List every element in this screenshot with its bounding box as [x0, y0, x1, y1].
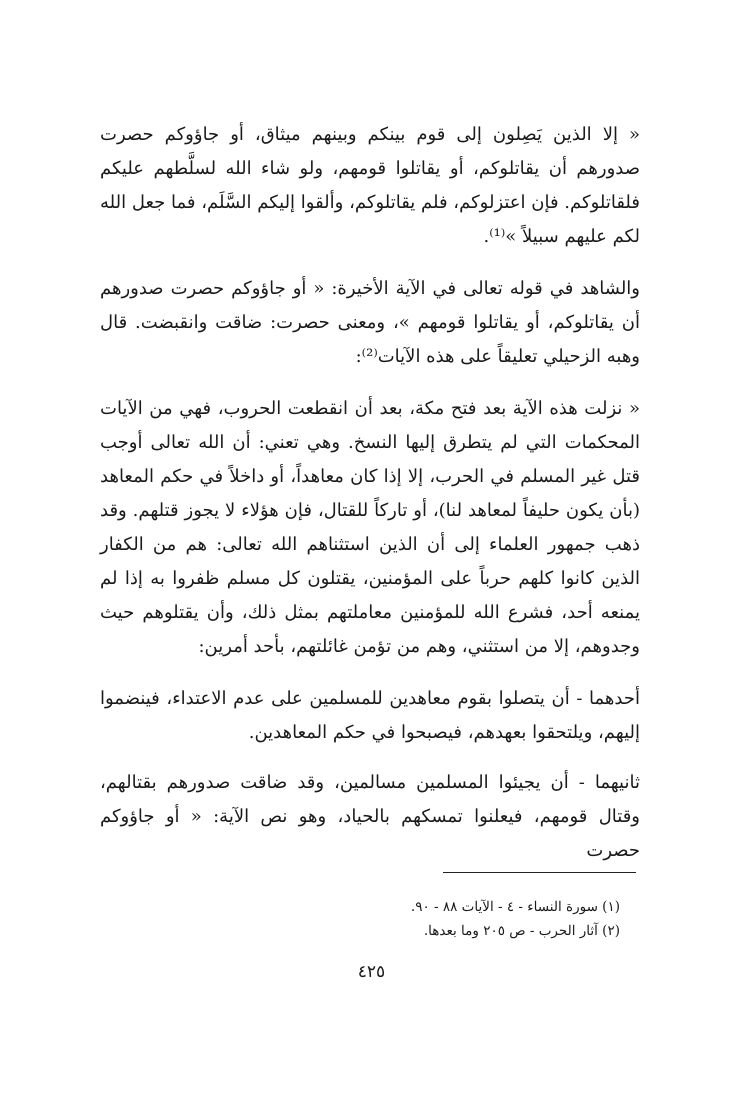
- quoted-explanation-paragraph: « نزلت هذه الآية بعد فتح مكة، بعد أن انقطعت الحروب، فهي من الآيات المحكمات التي لم يتطرق إليها النسخ. وهي تعني: أن الله تعالى أوجب قتل غير المسلم في الحرب، إلا إذا كان معاهداً، أو داخلاً في حكم المعاهد (بأن يكون حليفاً لمعاهد لنا)، أو تاركاً للقتال، فإن هؤلاء لا يجوز قتلهم. وقد ذهب جمهور العلماء إلى أن الذين استثناهم الله تعالى: هم من الكفار الذين كانوا كلهم حرباً على المؤمنين، يقتلون كل مسلم ظفروا به إذا لم يمنعه أحد، فشرع الله للمؤمنين معاملتهم بمثل ذلك، وأن يقتلوهم حيث وجدوهم، إلا من استثني، وهم من تؤمن غائلتهم، بأحد أمرين:: [100, 398, 640, 657]
- footnote-1: (١) سورة النساء - ٤ - الآيات ٨٨ - ٩٠.: [410, 899, 620, 915]
- footnotes: [220, 895, 620, 943]
- commentary-paragraph: والشاهد في قوله تعالى في الآية الأخيرة: « أو جاؤوكم حصرت صدورهم أن يقاتلوكم، أو يقاتلوا قومهم »، ومعنى حصرت: ضاقت وانقبضت. قال وهبه الزحيلي تعليقاً على هذه الآيات⁽²⁾:: [100, 278, 640, 367]
- second-condition-paragraph: ثانيهما - أن يجيئوا المسلمين مسالمين، وقد ضاقت صدورهم بقتالهم، وقتال قومهم، فيعلنوا تمسكهم بالحياد، وهو نص الآية: « أو جاؤوكم حصرت: [100, 772, 640, 861]
- footnote-separator: [443, 872, 636, 873]
- page-number: ٤٢٥: [357, 962, 386, 982]
- first-condition-paragraph: أحدهما - أن يتصلوا بقوم معاهدين للمسلمين على عدم الاعتداء، فينضموا إليهم، ويلتحقوا بعهدهم، فيصبحوا في حكم المعاهدين.: [100, 688, 640, 743]
- footnote-2: (٢) آثار الحرب - ص ٢٠٥ وما بعدها.: [423, 923, 620, 939]
- quran-quote-paragraph: « إلا الذين يَصِلون إلى قوم بينكم وبينهم ميثاق، أو جاؤوكم حصرت صدورهم أن يقاتلوكم، أو يقاتلوا قومهم، ولو شاء الله لسلَّطهم عليكم فلقاتلوكم. فإن اعتزلوكم، فلم يقاتلوكم، وألقوا إليكم السَّلَم، فما جعل الله لكم عليهم سبيلاً »⁽¹⁾.: [100, 124, 640, 247]
